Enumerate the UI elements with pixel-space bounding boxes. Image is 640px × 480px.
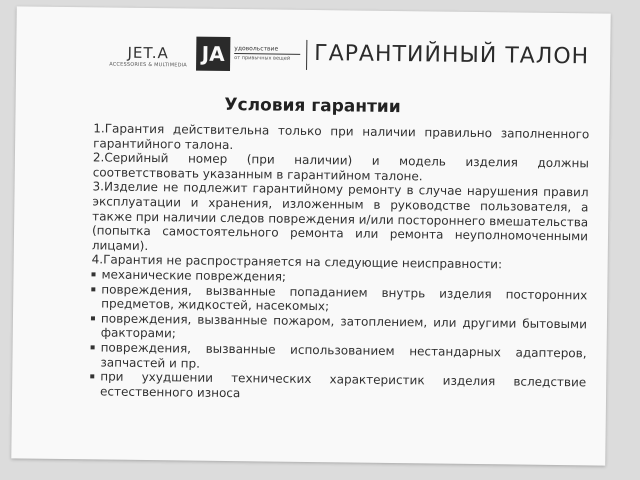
slogan-line-1: удовольствие bbox=[234, 45, 300, 55]
condition-2: 2.Серийный номер (при наличии) и модель изделия должны соответствовать указанным в гарантийном талоне. bbox=[92, 150, 589, 184]
brand-name: JET.A bbox=[127, 43, 169, 63]
bullet-icon bbox=[91, 287, 95, 291]
brand-tagline: ACCESSORIES & MULTIMEDIA bbox=[109, 61, 187, 69]
ja-logo-mark: JA bbox=[196, 37, 230, 71]
bullet-icon bbox=[91, 272, 95, 276]
brand-logo bbox=[106, 43, 190, 68]
exclusion-item: механические повреждения; bbox=[91, 267, 587, 288]
document-title: ГАРАНТИЙНЫЙ ТАЛОН bbox=[314, 41, 590, 70]
section-heading: Условия гарантии bbox=[224, 94, 401, 118]
exclusion-item: повреждения, вызванные пожаром, затоплением, или другими бытовыми факторами; bbox=[91, 311, 587, 346]
bullet-icon bbox=[90, 374, 94, 378]
condition-3: 3.Изделие не подлежит гарантийному ремонту в случае нарушения правил эксплуатации и хранения, изложенным в руководстве пользователя, а также при наличии следов повреждения и/или постороннего вмешательства (попытка самостоятельного ремонта или ремонта неуполномоченными лицами). bbox=[91, 179, 589, 253]
slogan-badge bbox=[234, 45, 300, 62]
card-header bbox=[16, 28, 611, 85]
exclusion-item: при ухудшении технических характеристик изделия вследствие естественного износа bbox=[90, 369, 586, 404]
condition-4: 4.Гарантия не распространяется на следующие неисправности: bbox=[91, 252, 503, 272]
exclusions-list bbox=[90, 267, 588, 404]
warranty-card bbox=[11, 6, 610, 465]
exclusion-item: повреждения, вызванные попаданием внутрь изделия посторонних предметов, жидкостей, насекомых; bbox=[91, 282, 587, 317]
header-divider bbox=[306, 40, 307, 70]
bullet-icon bbox=[91, 345, 95, 349]
conditions-body bbox=[90, 121, 589, 404]
slogan-line-2: от привычных вещей bbox=[234, 55, 291, 62]
condition-1: 1.Гарантия действительна только при наличии правильно заполненного гарантийного талона. bbox=[93, 121, 590, 152]
exclusion-item: повреждения, вызванные использованием нестандарных адаптеров, запчастей и пр. bbox=[90, 340, 586, 375]
bullet-icon bbox=[91, 316, 95, 320]
